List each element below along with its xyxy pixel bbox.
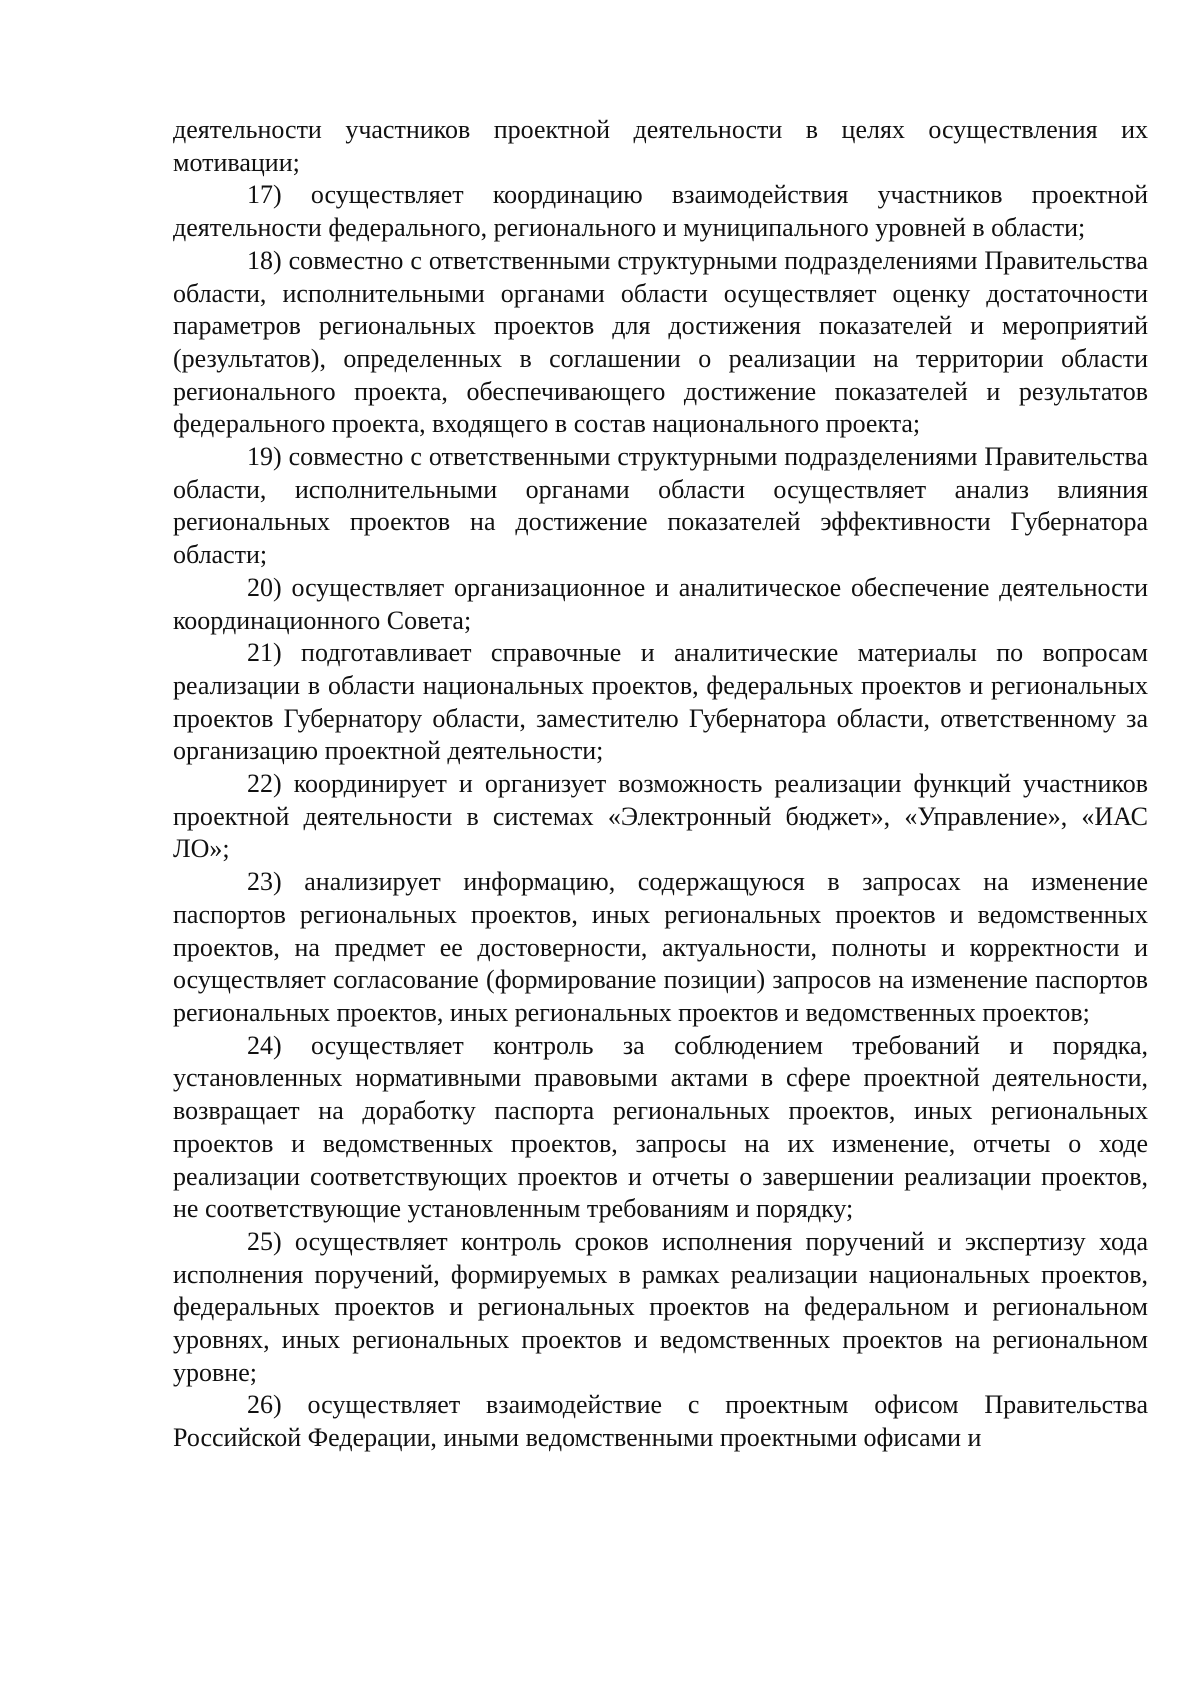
list-item-20: 20) осуществляет организационное и аналитическое обеспечение деятельности координационного Совета;: [173, 572, 1148, 635]
document-page: [173, 114, 1148, 1455]
list-item-23: 23) анализирует информацию, содержащуюся в запросах на изменение паспортов региональных проектов, иных региональных проектов и ведомственных проектов, на предмет ее достоверности, актуальности, полноты и корректности и осуществляет согласование (формирование позиции) запросов на изменение паспортов региональных проектов, иных региональных проектов и ведомственных проектов;: [173, 867, 1148, 1027]
list-item-25: 25) осуществляет контроль сроков исполнения поручений и экспертизу хода исполнения поручений, формируемых в рамках реализации национальных проектов, федеральных проектов и региональных проектов на федеральном и региональном уровнях, иных региональных проектов и ведомственных проектов на региональном уровне;: [173, 1226, 1148, 1387]
list-item-18: 18) совместно с ответственными структурными подразделениями Правительства области, исполнительными органами области осуществляет оценку достаточности параметров региональных проектов для достижения показателей и мероприятий (результатов), определенных в соглашении о реализации на территории области регионального проекта, обеспечивающего достижение показателей и результатов федерального проекта, входящего в состав национального проекта;: [173, 245, 1148, 439]
list-item-19: 19) совместно с ответственными структурными подразделениями Правительства области, исполнительными органами области осуществляет анализ влияния региональных проектов на достижение показателей эффективности Губернатора области;: [173, 442, 1148, 570]
list-item-22: 22) координирует и организует возможность реализации функций участников проектной деятельности в системах «Электронный бюджет», «Управление», «ИАС ЛО»;: [173, 769, 1148, 864]
list-item-17: 17) осуществляет координацию взаимодействия участников проектной деятельности федерального, регионального и муниципального уровней в области;: [173, 180, 1148, 243]
list-item-21: 21) подготавливает справочные и аналитические материалы по вопросам реализации в области национальных проектов, федеральных проектов и региональных проектов Губернатору области, заместителю Губернатора области, ответственному за организацию проектной деятельности;: [173, 638, 1148, 766]
paragraph-continuation: деятельности участников проектной деятельности в целях осуществления их мотивации;: [173, 115, 1148, 177]
list-item-24: 24) осуществляет контроль за соблюдением требований и порядка, установленных нормативными правовыми актами в сфере проектной деятельности, возвращает на доработку паспорта региональных проектов, иных региональных проектов и ведомственных проектов, запросы на их изменение, отчеты о ходе реализации соответствующих проектов и отчеты о завершении реализации проектов, не соответствующие установленным требованиям и порядку;: [173, 1030, 1148, 1224]
list-item-26: 26) осуществляет взаимодействие с проектным офисом Правительства Российской Федерации, иными ведомственными проектными офисами и: [173, 1390, 1148, 1453]
